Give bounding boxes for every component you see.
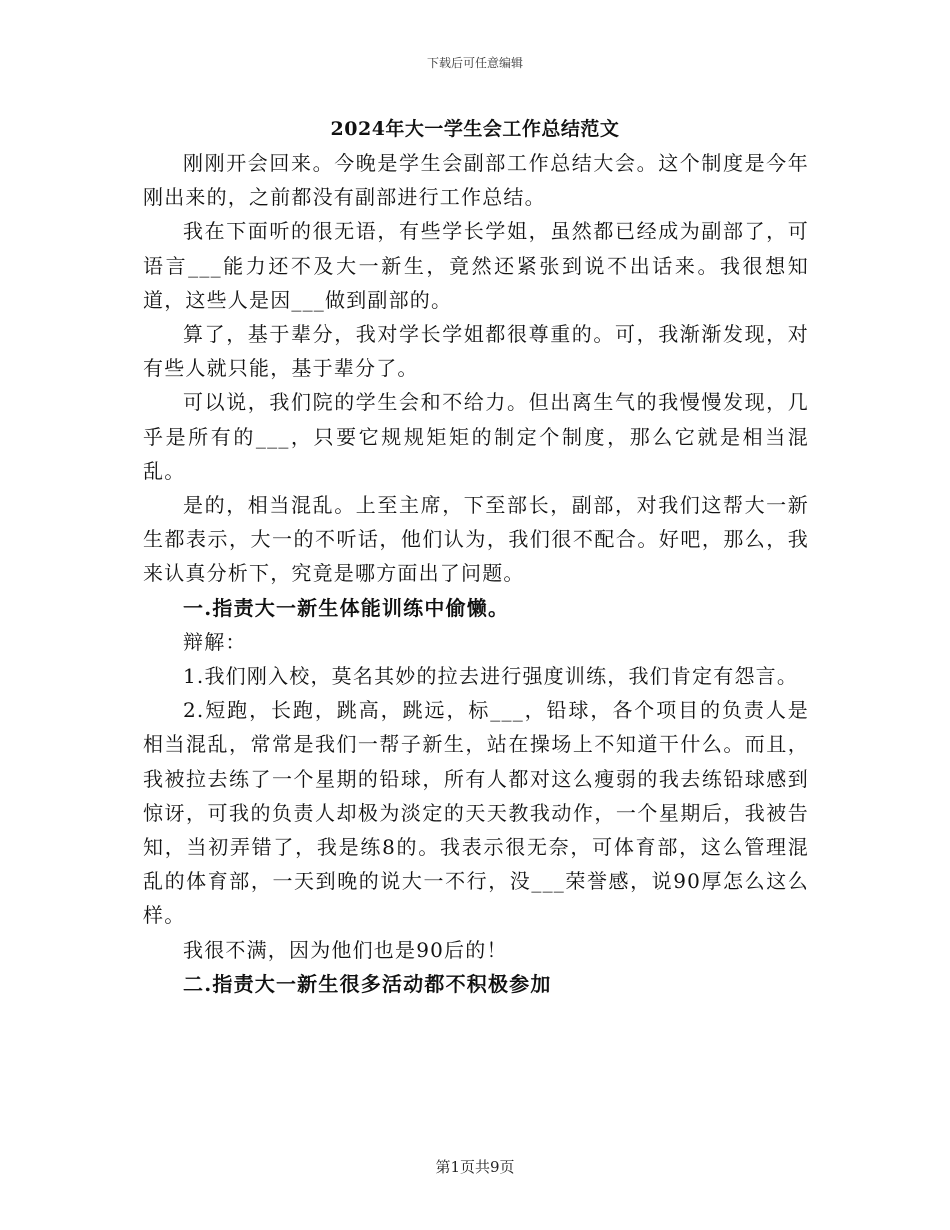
document-title: 2024年大一学生会工作总结范文 [330,118,620,140]
paragraph: 1.我们刚入校，莫名其妙的拉去进行强度训练，我们肯定有怨言。 [183,664,799,689]
section-heading: 一.指责大一新生体能训练中偷懒。 [183,595,510,620]
paragraph: 算了，基于辈分，我对学长学姐都很尊重的。可，我渐渐发现，对有些人就只能，基于辈分了。 [143,322,809,381]
paragraph: 辩解： [183,629,247,654]
paragraph: 我很不满，因为他们也是90后的！ [183,937,508,962]
paragraph: 可以说，我们院的学生会和不给力。但出离生气的我慢慢发现，几乎是所有的___，只要它规规矩矩的制定个制度，那么它就是相当混乱。 [143,390,809,483]
page-number: 第1页共9页 [435,1158,515,1176]
header-note: 下载后可任意编辑 [426,56,523,70]
paragraph: 刚刚开会回来。今晚是学生会副部工作总结大会。这个制度是今年刚出来的，之前都没有副部进行工作总结。 [143,151,809,210]
paragraph: 2.短跑，长跑，跳高，跳远，标___，铅球，各个项目的负责人是相当混乱，常常是我们一帮子新生，站在操场上不知道干什么。而且，我被拉去练了一个星期的铅球，所有人都对这么瘦弱的我去练铅球感到惊讶，可我的负责人却极为淡定的天天教我动作，一个星期后，我被告知，当初弄错了，我是练8的。我表示很无奈，可体育部，这么管理混乱的体育部，一天到晚的说大一不行，没___荣誉感，说90厚怎么这么样。 [143,698,809,928]
document-body [143,146,809,1001]
section-heading: 二.指责大一新生很多活动都不积极参加 [183,971,552,996]
paragraph: 是的，相当混乱。上至主席，下至部长，副部，对我们这帮大一新生都表示，大一的不听话，他们认为，我们很不配合。好吧，那么，我来认真分析下，究竟是哪方面出了问题。 [143,493,809,586]
paragraph: 我在下面听的很无语，有些学长学姐，虽然都已经成为副部了，可语言___能力还不及大一新生，竟然还紧张到说不出话来。我很想知道，这些人是因___做到副部的。 [143,219,809,312]
